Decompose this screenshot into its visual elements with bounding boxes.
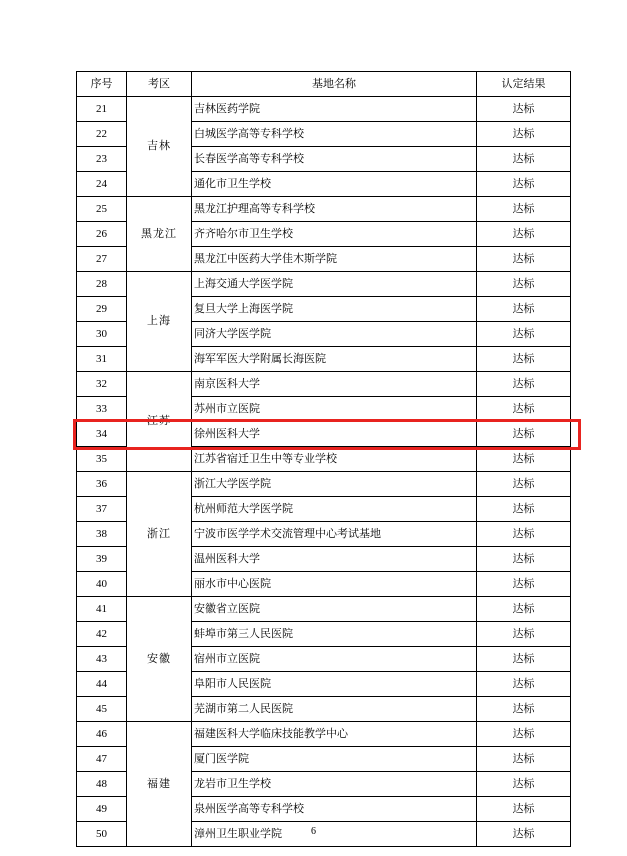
cell-no: 22 xyxy=(77,122,127,147)
cell-result: 达标 xyxy=(477,647,571,672)
cell-result: 达标 xyxy=(477,222,571,247)
table-row xyxy=(77,597,571,622)
cell-result: 达标 xyxy=(477,822,571,847)
cell-base-name: 江苏省宿迁卫生中等专业学校 xyxy=(192,447,477,472)
table-row xyxy=(77,97,571,122)
cell-result: 达标 xyxy=(477,497,571,522)
cell-base-name: 福建医科大学临床技能教学中心 xyxy=(192,722,477,747)
cell-result: 达标 xyxy=(477,297,571,322)
table-header-row xyxy=(77,72,571,97)
cell-no: 21 xyxy=(77,97,127,122)
table-header xyxy=(77,72,571,97)
cell-no: 26 xyxy=(77,222,127,247)
table-row xyxy=(77,722,571,747)
cell-result: 达标 xyxy=(477,197,571,222)
cell-base-name: 蚌埠市第三人民医院 xyxy=(192,622,477,647)
cell-result: 达标 xyxy=(477,272,571,297)
cell-zone: 福建 xyxy=(127,722,192,847)
cell-no: 50 xyxy=(77,822,127,847)
header-cell-base-name: 基地名称 xyxy=(192,72,477,97)
cell-no: 41 xyxy=(77,597,127,622)
cell-base-name: 浙江大学医学院 xyxy=(192,472,477,497)
cell-result: 达标 xyxy=(477,397,571,422)
cell-base-name: 厦门医学院 xyxy=(192,747,477,772)
cell-base-name: 上海交通大学医学院 xyxy=(192,272,477,297)
header-cell-result: 认定结果 xyxy=(477,72,571,97)
cell-base-name: 长春医学高等专科学校 xyxy=(192,147,477,172)
cell-result: 达标 xyxy=(477,97,571,122)
cell-result: 达标 xyxy=(477,247,571,272)
cell-no: 32 xyxy=(77,372,127,397)
cell-no: 36 xyxy=(77,472,127,497)
table-row xyxy=(77,272,571,297)
cell-result: 达标 xyxy=(477,722,571,747)
table-row xyxy=(77,472,571,497)
cell-result: 达标 xyxy=(477,572,571,597)
cell-base-name: 宁波市医学学术交流管理中心考试基地 xyxy=(192,522,477,547)
cell-no: 45 xyxy=(77,697,127,722)
cell-base-name: 复旦大学上海医学院 xyxy=(192,297,477,322)
cell-base-name: 海军军医大学附属长海医院 xyxy=(192,347,477,372)
cell-base-name: 温州医科大学 xyxy=(192,547,477,572)
header-cell-zone: 考区 xyxy=(127,72,192,97)
cell-base-name: 阜阳市人民医院 xyxy=(192,672,477,697)
cell-no: 39 xyxy=(77,547,127,572)
cell-no: 40 xyxy=(77,572,127,597)
cell-base-name: 丽水市中心医院 xyxy=(192,572,477,597)
cell-result: 达标 xyxy=(477,447,571,472)
cell-result: 达标 xyxy=(477,347,571,372)
cell-result: 达标 xyxy=(477,622,571,647)
cell-no: 46 xyxy=(77,722,127,747)
table-body xyxy=(77,97,571,847)
cell-base-name: 漳州卫生职业学院 xyxy=(192,822,477,847)
cell-base-name: 齐齐哈尔市卫生学校 xyxy=(192,222,477,247)
cell-no: 33 xyxy=(77,397,127,422)
cell-result: 达标 xyxy=(477,147,571,172)
cell-result: 达标 xyxy=(477,547,571,572)
cell-result: 达标 xyxy=(477,122,571,147)
cell-result: 达标 xyxy=(477,597,571,622)
cell-base-name: 黑龙江中医药大学佳木斯学院 xyxy=(192,247,477,272)
cell-base-name: 安徽省立医院 xyxy=(192,597,477,622)
cell-no: 42 xyxy=(77,622,127,647)
cell-no: 31 xyxy=(77,347,127,372)
cell-base-name: 徐州医科大学 xyxy=(192,422,477,447)
cell-result: 达标 xyxy=(477,797,571,822)
cell-result: 达标 xyxy=(477,472,571,497)
table-row xyxy=(77,197,571,222)
cell-result: 达标 xyxy=(477,372,571,397)
cell-no: 28 xyxy=(77,272,127,297)
cell-base-name: 通化市卫生学校 xyxy=(192,172,477,197)
cell-result: 达标 xyxy=(477,747,571,772)
base-certification-table-wrapper xyxy=(76,71,550,847)
cell-base-name: 同济大学医学院 xyxy=(192,322,477,347)
cell-no: 49 xyxy=(77,797,127,822)
cell-base-name: 龙岩市卫生学校 xyxy=(192,772,477,797)
cell-no: 44 xyxy=(77,672,127,697)
cell-no: 23 xyxy=(77,147,127,172)
cell-no: 24 xyxy=(77,172,127,197)
cell-base-name: 芜湖市第二人民医院 xyxy=(192,697,477,722)
cell-base-name: 白城医学高等专科学校 xyxy=(192,122,477,147)
cell-base-name: 杭州师范大学医学院 xyxy=(192,497,477,522)
cell-zone: 黑龙江 xyxy=(127,197,192,272)
cell-no: 27 xyxy=(77,247,127,272)
cell-no: 43 xyxy=(77,647,127,672)
cell-base-name: 黑龙江护理高等专科学校 xyxy=(192,197,477,222)
cell-no: 35 xyxy=(77,447,127,472)
cell-zone: 浙江 xyxy=(127,472,192,597)
cell-base-name: 苏州市立医院 xyxy=(192,397,477,422)
cell-base-name: 宿州市立医院 xyxy=(192,647,477,672)
cell-no: 29 xyxy=(77,297,127,322)
cell-no: 48 xyxy=(77,772,127,797)
cell-base-name: 吉林医药学院 xyxy=(192,97,477,122)
base-certification-table xyxy=(76,71,571,847)
cell-result: 达标 xyxy=(477,422,571,447)
cell-zone: 安徽 xyxy=(127,597,192,722)
cell-result: 达标 xyxy=(477,672,571,697)
header-cell-no: 序号 xyxy=(77,72,127,97)
cell-zone: 江苏 xyxy=(127,372,192,472)
cell-no: 25 xyxy=(77,197,127,222)
cell-no: 47 xyxy=(77,747,127,772)
cell-base-name: 泉州医学高等专科学校 xyxy=(192,797,477,822)
cell-no: 37 xyxy=(77,497,127,522)
cell-zone: 上海 xyxy=(127,272,192,372)
cell-base-name: 南京医科大学 xyxy=(192,372,477,397)
cell-zone: 吉林 xyxy=(127,97,192,197)
table-row xyxy=(77,372,571,397)
page-number: 6 xyxy=(311,826,316,837)
cell-result: 达标 xyxy=(477,697,571,722)
cell-result: 达标 xyxy=(477,772,571,797)
cell-no: 34 xyxy=(77,422,127,447)
cell-no: 38 xyxy=(77,522,127,547)
cell-no: 30 xyxy=(77,322,127,347)
cell-result: 达标 xyxy=(477,172,571,197)
cell-result: 达标 xyxy=(477,522,571,547)
cell-result: 达标 xyxy=(477,322,571,347)
